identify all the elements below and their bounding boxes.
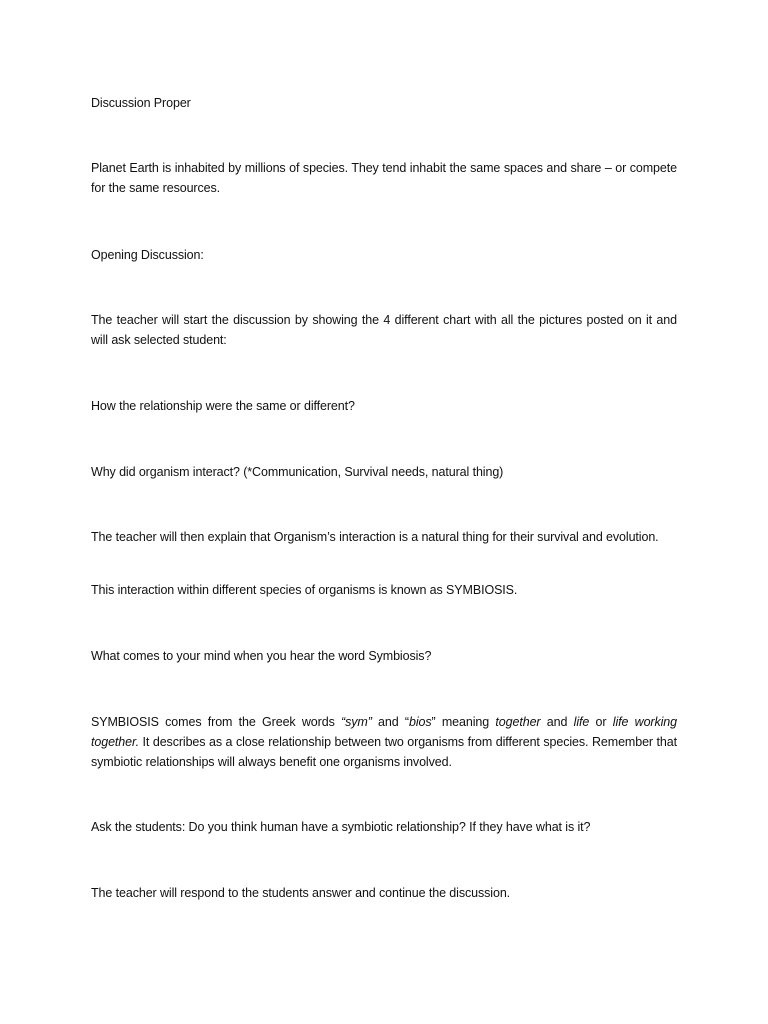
question-symbiosis: What comes to your mind when you hear the word Symbiosis?: [91, 649, 432, 663]
section-heading: Discussion Proper: [91, 96, 191, 110]
etymology-text-4: and: [540, 715, 574, 729]
etymology-text-3: ” meaning: [431, 715, 496, 729]
etymology-text-2: and “: [371, 715, 409, 729]
opening-discussion-label: Opening Discussion:: [91, 248, 204, 262]
ask-students-paragraph: Ask the students: Do you think human have a symbiotic relationship? If they have what is it?: [91, 820, 591, 834]
etymology-text-1: SYMBIOSIS comes from the Greek words: [91, 715, 342, 729]
etymology-text-5: or: [589, 715, 613, 729]
etymology-life-working-together: life working together.: [91, 715, 678, 749]
etymology-life: life: [573, 715, 590, 729]
intro-paragraph: Planet Earth is inhabited by millions of species. They tend inhabit the same spaces and share – or compete for the same resources.: [91, 161, 677, 195]
etymology-sym: “sym”: [341, 715, 372, 729]
etymology-together: together: [495, 715, 541, 729]
symbiosis-definition: This interaction within different species of organisms is known as SYMBIOSIS.: [91, 583, 518, 597]
teacher-respond-paragraph: The teacher will respond to the students answer and continue the discussion.: [91, 886, 511, 900]
etymology-text-6: It describes as a close relationship between two organisms from different species. Remember that symbiotic relationships will always benefit one organisms involved.: [91, 735, 677, 769]
teacher-explain-paragraph: The teacher will then explain that Organism’s interaction is a natural thing for their survival and evolution.: [91, 530, 659, 544]
question-interact: Why did organism interact? (*Communication, Survival needs, natural thing): [91, 465, 504, 479]
teacher-start-paragraph: The teacher will start the discussion by showing the 4 different chart with all the pictures posted on it and will ask selected student:: [91, 313, 677, 347]
etymology-bios: bios: [408, 715, 432, 729]
etymology-paragraph: [91, 712, 677, 772]
question-relationship: How the relationship were the same or different?: [91, 399, 355, 413]
